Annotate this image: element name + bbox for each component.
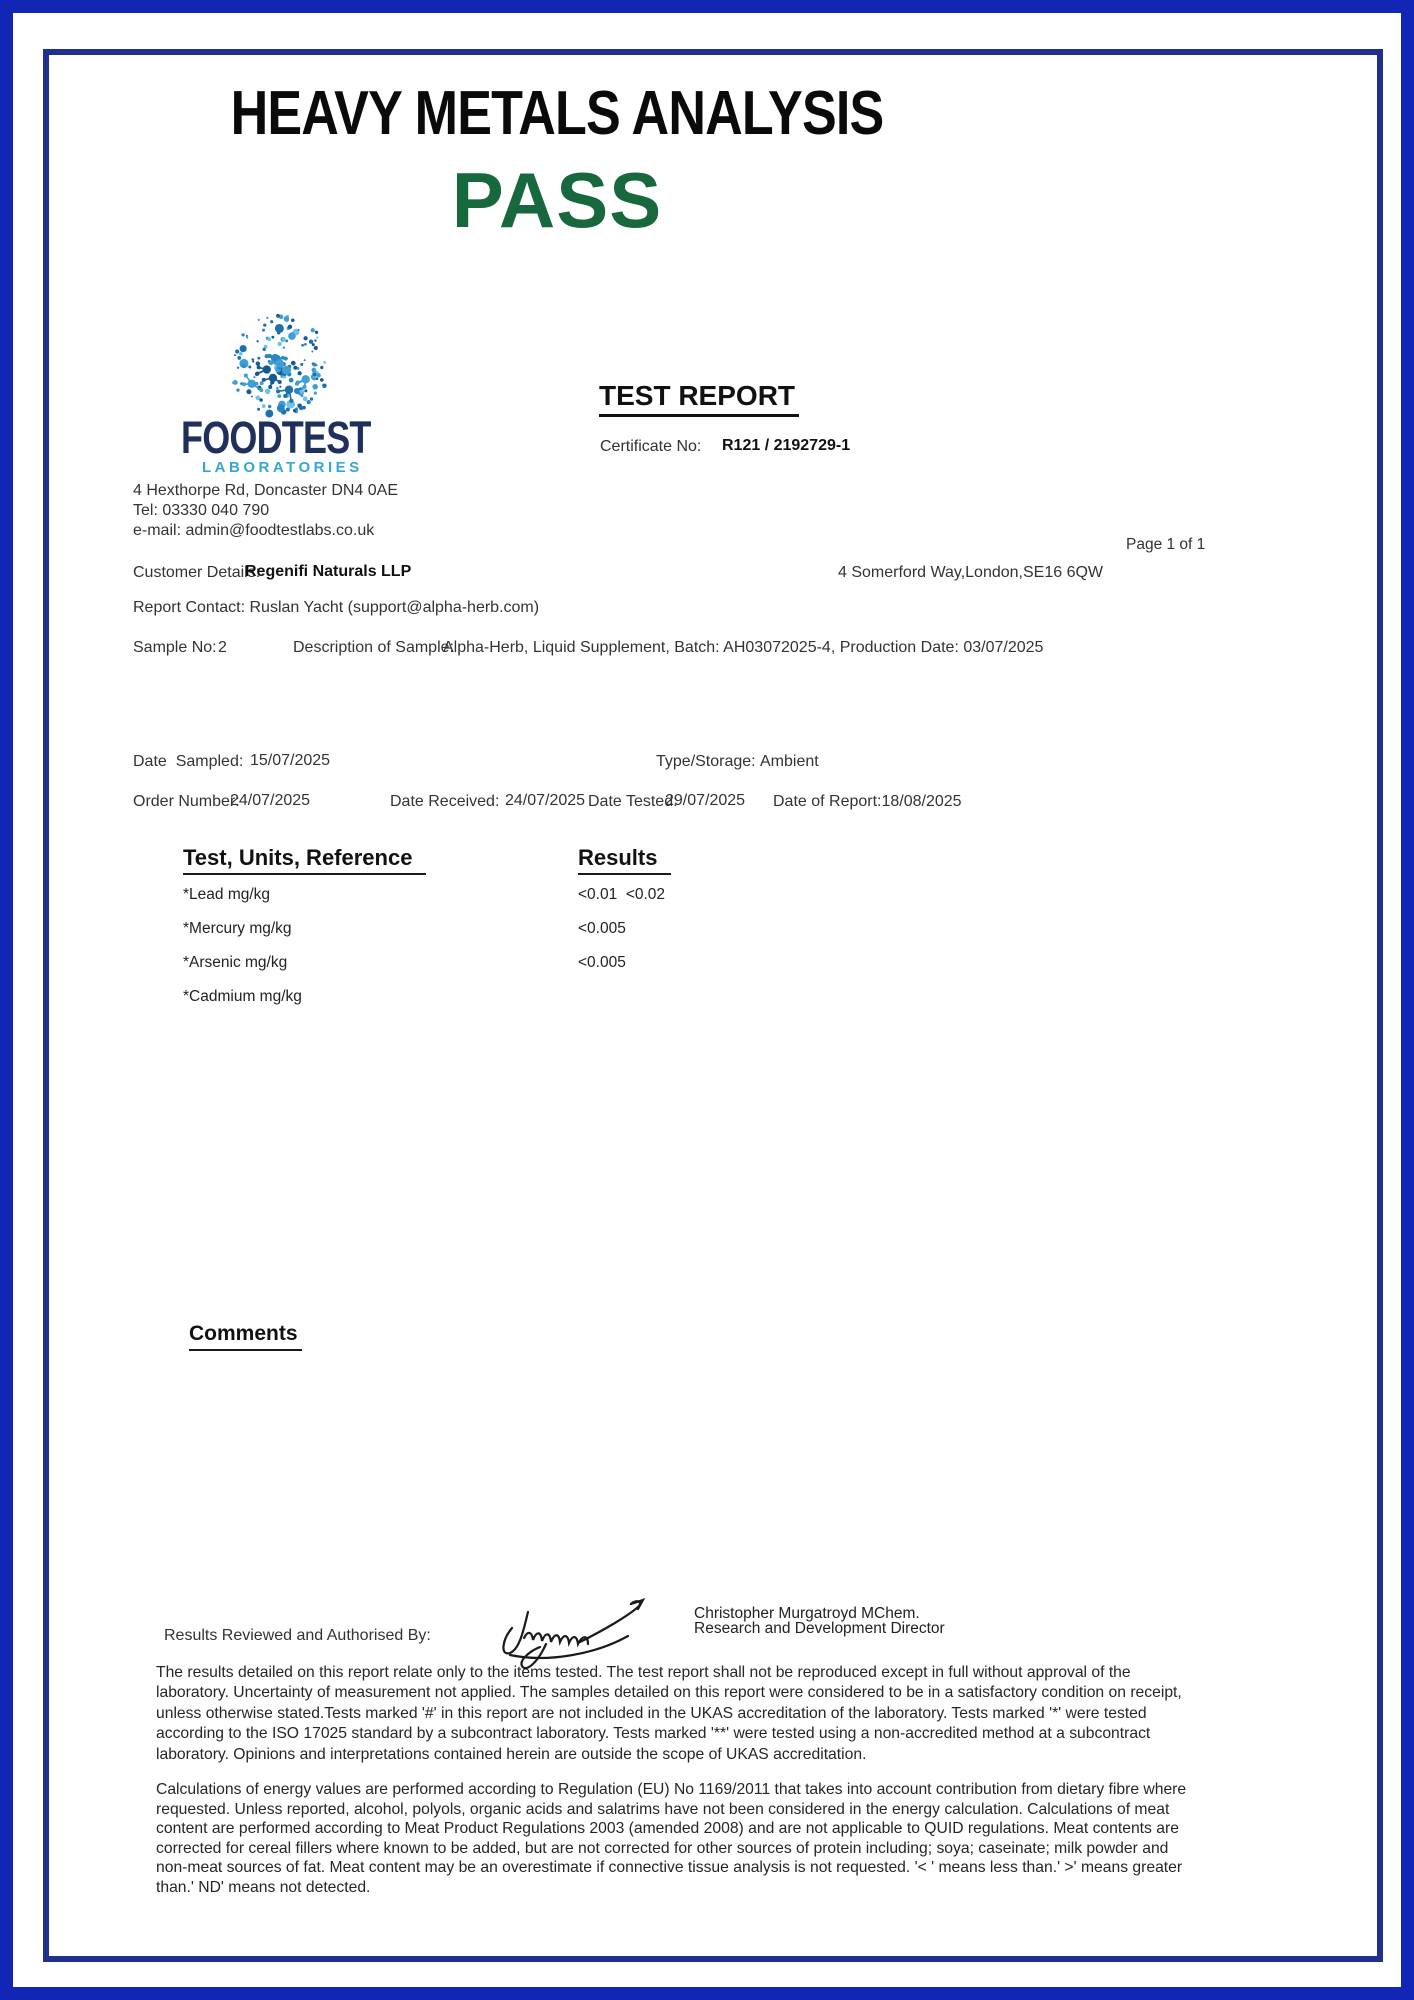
signatory-title: Research and Development Director [694, 1620, 945, 1637]
status-pass: PASS [451, 156, 663, 244]
lab-logo-subtitle: LABORATORIES [202, 459, 363, 476]
customer-address: 4 Somerford Way,London,SE16 6QW [838, 564, 1104, 581]
sample-no-label: Sample No: [133, 639, 217, 656]
table-row-result: <0.01 <0.02 [578, 886, 666, 903]
authorised-by-label: Results Reviewed and Authorised By: [164, 1627, 431, 1644]
type-storage-value: Ambient [760, 753, 819, 770]
date-received-label: Date Received: [390, 793, 500, 810]
date-tested-label: Date Tested: [588, 793, 678, 810]
lab-email: e-mail: admin@foodtestlabs.co.uk [133, 522, 375, 539]
order-number-value: 24/07/2025 [230, 792, 311, 809]
page-title: HEAVY METALS ANALYSIS [230, 79, 884, 148]
date-tested-value: 29/07/2025 [665, 792, 746, 809]
results-table-col2-header: Results [578, 845, 671, 875]
date-of-report: Date of Report:18/08/2025 [773, 793, 962, 810]
customer-name: Regenifi Naturals LLP [245, 563, 412, 580]
results-table-col1-header: Test, Units, Reference [183, 845, 426, 875]
table-row-test: *Arsenic mg/kg [183, 954, 288, 971]
table-row-result: <0.005 [578, 954, 626, 971]
table-row-test: *Mercury mg/kg [183, 920, 292, 937]
signatory-name: Christopher Murgatroyd MChem. [694, 1605, 920, 1622]
report-contact: Report Contact: Ruslan Yacht (support@alpha-herb.com) [133, 599, 540, 616]
comments-heading: Comments [189, 1322, 302, 1351]
sample-desc-label: Description of Sample: [293, 639, 454, 656]
customer-details-label: Customer Details: [133, 564, 261, 581]
date-sampled-value: 15/07/2025 [250, 752, 331, 769]
signatory-block [694, 1606, 945, 1636]
sample-desc-value: Alpha-Herb, Liquid Supplement, Batch: AH03072025-4, Production Date: 03/07/2025 [443, 639, 1044, 656]
lab-address: 4 Hexthorpe Rd, Doncaster DN4 0AE [133, 482, 399, 499]
type-storage-label: Type/Storage: [656, 753, 756, 770]
page-indicator: Page 1 of 1 [1126, 536, 1206, 553]
order-number-label: Order Number: [133, 793, 240, 810]
certificate-number: R121 / 2192729-1 [722, 437, 851, 454]
disclaimer-paragraph-1: The results detailed on this report relate only to the items tested. The test report shall not be reproduced except in full without approval of the laboratory. Uncertainty of measurement not applied. The samples detailed on this report were considered to be in a satisfactory condition on receipt, unless otherwise stated.Tests marked '#' in this report are not included in the UKAS accreditation of the laboratory. Tests marked '*' were tested according to the ISO 17025 standard by a subcontract laboratory. Tests marked '**' were tested using a non-accredited method at a subcontract laboratory. Opinions and interpretations contained herein are outside the scope of UKAS accreditation. [156, 1664, 1182, 1763]
lab-phone: Tel: 03330 040 790 [133, 502, 270, 519]
table-row-test: *Cadmium mg/kg [183, 988, 302, 1005]
table-row-result: <0.005 [578, 920, 626, 937]
certificate-label: Certificate No: [600, 438, 702, 455]
date-sampled-label: Date Sampled: [133, 753, 244, 770]
report-heading: TEST REPORT [599, 380, 799, 417]
table-row-test: *Lead mg/kg [183, 886, 271, 903]
date-received-value: 24/07/2025 [505, 792, 586, 809]
lab-logo-sphere-icon [224, 309, 336, 421]
sample-no-value: 2 [218, 639, 227, 656]
disclaimer-paragraph-2: Calculations of energy values are performed according to Regulation (EU) No 1169/2011 that takes into account contribution from dietary fibre where requested. Unless reported, alcohol, polyols, organic acids and salatrims have not been considered in the energy calculation. Calculations of meat content are performed according to Meat Product Regulations 2003 (amended 2008) and are not applicable to QUID regulations. Meat contents are corrected for cereal fillers where known to be added, but are not corrected for other sources of protein including; soya; caseinate; milk powder and non-meat sources of fat. Meat content may be an overestimate if connective tissue analysis is not requested. '< ' means less than.' >' means greater than.' ND' means not detected. [156, 1781, 1187, 1896]
lab-logo-wordmark: FOODTEST [181, 412, 371, 463]
